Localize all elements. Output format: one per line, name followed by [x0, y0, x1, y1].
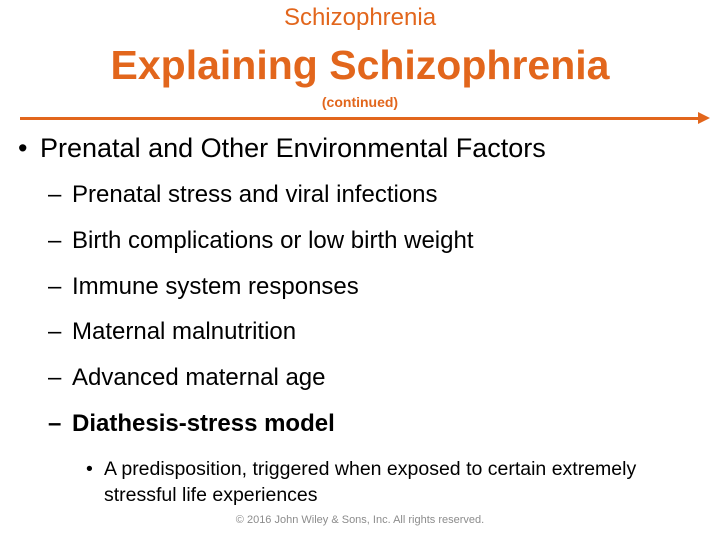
page-title: Explaining Schizophrenia: [110, 42, 610, 88]
dash-icon: –: [48, 273, 62, 300]
sub-bullet-text: Diathesis-stress model: [72, 410, 335, 437]
main-bullet-text: Prenatal and Other Environmental Factors: [40, 133, 546, 163]
dash-icon: –: [48, 410, 62, 437]
copyright-footer: © 2016 John Wiley & Sons, Inc. All rights reserved.: [235, 514, 485, 526]
sub-bullet-text: Advanced maternal age: [72, 364, 326, 391]
title-rule-arrow: [20, 110, 710, 126]
sub-bullet-text: Maternal malnutrition: [72, 318, 297, 345]
dash-icon: –: [48, 227, 62, 254]
sub-bullet-text: Prenatal stress and viral infections: [72, 181, 438, 208]
section-title: Schizophrenia: [283, 4, 437, 31]
bullet-icon: •: [86, 458, 93, 480]
sub-bullet: [48, 227, 474, 255]
sub-bullet: [48, 181, 438, 209]
sub-bullet-text: Birth complications or low birth weight: [72, 227, 474, 254]
subtitle: (continued): [321, 94, 399, 110]
sub-sub-bullet: [86, 456, 686, 508]
sub-bullet: [48, 273, 359, 301]
dash-icon: –: [48, 181, 62, 208]
sub-bullet: [48, 318, 296, 346]
dash-icon: –: [48, 318, 62, 345]
sub-sub-bullet-text: A predisposition, triggered when exposed to certain extremely stressful life experiences: [104, 458, 637, 506]
sub-bullet-emphasis: [48, 410, 335, 438]
sub-bullet: [48, 364, 326, 392]
arrowhead-icon: [698, 112, 710, 124]
main-bullet: [18, 133, 546, 164]
bullet-icon: •: [18, 133, 28, 163]
sub-bullet-text: Immune system responses: [72, 273, 359, 300]
title-rule-line: [20, 117, 700, 120]
dash-icon: –: [48, 364, 62, 391]
